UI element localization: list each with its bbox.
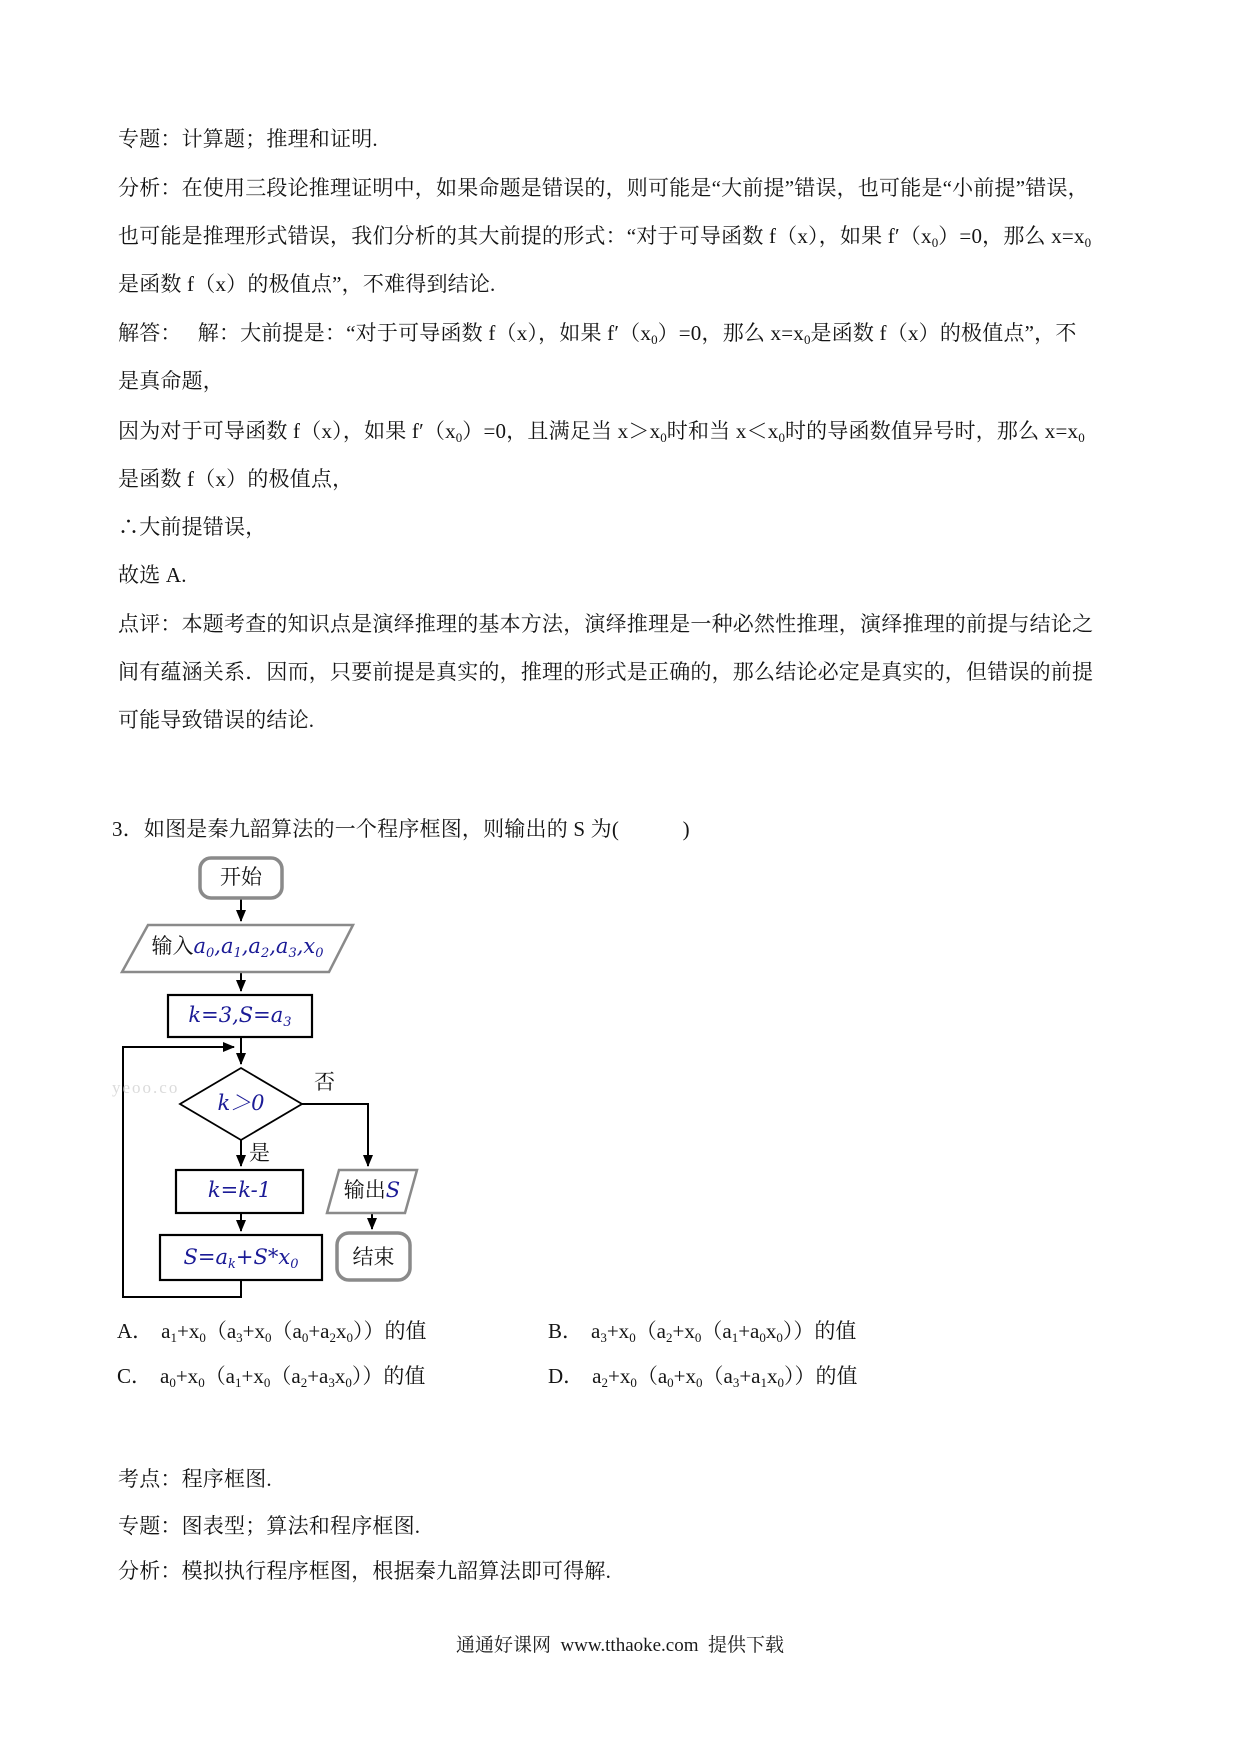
option-b-label: B．	[548, 1319, 584, 1343]
output-prefix-text: 输出	[343, 1178, 386, 1202]
question-stem: 3．如图是秦九韶算法的一个程序框图，则输出的 S 为( )	[112, 817, 690, 841]
option-a-formula: $a_1+x_0(a_3+x_0(a_0+a_2x_0))$的值	[161, 1319, 427, 1345]
flowchart-input-label	[122, 934, 353, 961]
paragraph-line: 解答： 解：大前提是：“对于可导函数 f（x），如果 $f'(x_0)=0$，那么 $x=x_0$是函数 f（x）的极值点”，不	[118, 321, 1077, 347]
paragraph-line: 故选 A.	[118, 563, 187, 587]
option-b	[548, 1320, 856, 1343]
paragraph-line: 是函数 f（x）的极值点，	[118, 467, 354, 491]
flowchart-condition-label: k＞0	[217, 1091, 265, 1115]
no-branch-line	[302, 1104, 368, 1166]
paragraph-line: 也可能是推理形式错误，我们分析的其大前提的形式：“对于可导函数 f（x），如果 $f'(x_0)=0$，那么 $x=x_0$	[118, 224, 1092, 250]
paragraph-line: 是真命题，	[118, 369, 224, 393]
analysis-zhuanti-line: 专题：图表型；算法和程序框图.	[118, 1514, 421, 1538]
flowchart-end-label: 结束	[352, 1245, 395, 1269]
flowchart-yes-label: 是	[249, 1141, 270, 1165]
option-c-formula: $a_0+x_0(a_1+x_0(a_2+a_3x_0))$的值	[160, 1364, 426, 1390]
option-a	[117, 1320, 427, 1343]
option-b-formula: $a_3+x_0(a_2+x_0(a_1+a_0x_0))$的值	[591, 1319, 857, 1345]
option-a-label: A．	[117, 1319, 154, 1343]
input-variables-text: $a_0,a_1,a_2,a_3,x_0$	[193, 934, 324, 961]
flowchart-decrement-label: k=k-1	[207, 1178, 272, 1202]
flowchart-accumulate-label: $S=a_k+S*x_0$	[183, 1245, 299, 1272]
paragraph-line: 点评：本题考查的知识点是演绎推理的基本方法，演绎推理是一种必然性推理，演绎推理的前提与结论之	[118, 612, 1094, 636]
paragraph-line: 分析：在使用三段论推理证明中，如果命题是错误的，则可能是“大前提”错误，也可能是“小前提”错误，	[118, 176, 1089, 200]
paragraph-line: 专题：计算题；推理和证明.	[118, 127, 378, 151]
flowchart-output-label	[327, 1179, 417, 1202]
output-variable-text: S	[385, 1178, 401, 1202]
paragraph-line: ∴大前提错误，	[118, 515, 267, 539]
paragraph-line: 间有蕴涵关系．因而，只要前提是真实的，推理的形式是正确的，那么结论必定是真实的，但错误的前提	[118, 660, 1094, 684]
paragraph-line: 因为对于可导函数 f（x），如果 $f'(x_0)=0$，且满足当 $x>x_0$时和当 $x<x_0$时的导函数值异号时，那么 $x=x_0$	[118, 419, 1085, 445]
analysis-fenxi-line: 分析：模拟执行程序框图，根据秦九韶算法即可得解.	[118, 1559, 612, 1583]
flowchart-no-label: 否	[314, 1070, 335, 1094]
footer-site-credit: 通通好课网 www.tthaoke.com 提供下载	[455, 1635, 785, 1656]
option-d-formula: $a_2+x_0(a_0+x_0(a_3+a_1x_0))$的值	[592, 1364, 858, 1390]
option-c-label: C．	[117, 1364, 153, 1388]
analysis-kaodian-line: 考点：程序框图.	[118, 1467, 272, 1491]
paragraph-line: 是函数 f（x）的极值点”，不难得到结论.	[118, 272, 496, 296]
watermark: yeoo.co	[112, 1078, 180, 1097]
input-prefix-text: 输入	[151, 934, 194, 958]
option-c	[117, 1365, 425, 1388]
option-d-label: D．	[548, 1364, 585, 1388]
flowchart-init-label: $k=3,S=a_3$	[188, 1003, 292, 1030]
paragraph-line: 可能导致错误的结论.	[118, 708, 315, 732]
option-d	[548, 1365, 858, 1388]
flowchart-start-label: 开始	[220, 865, 262, 889]
